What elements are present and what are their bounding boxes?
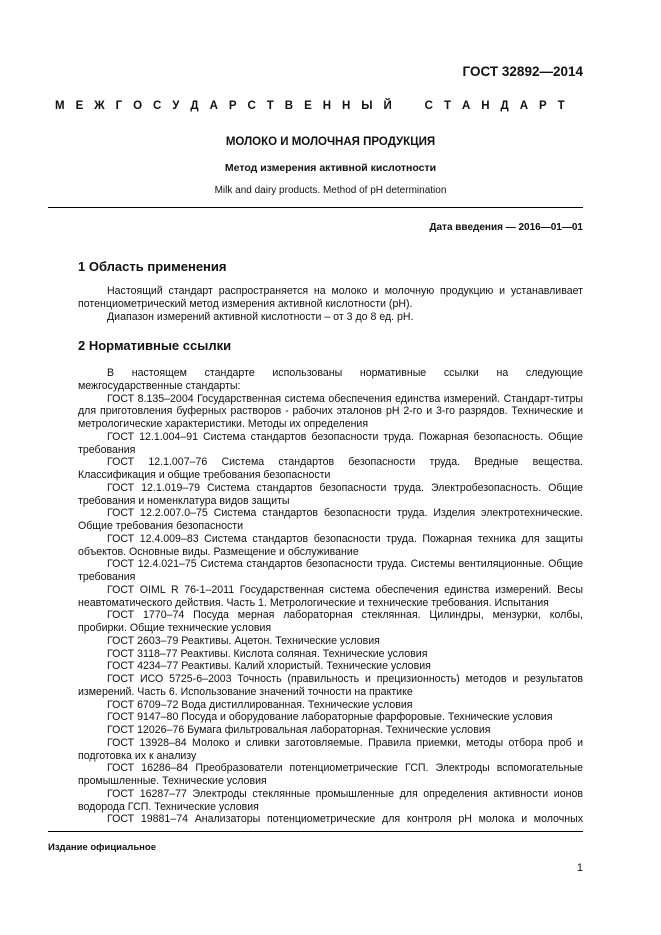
reference-item: ГОСТ ИСО 5725-6–2003 Точность (правильность и прецизионность) методов и результатов измерений. Часть 6. Использование значений точности на практике: [78, 673, 583, 698]
banner-letter: О: [133, 100, 143, 112]
reference-item: ГОСТ 8.135–2004 Государственная система обеспечения единства измерений. Стандарт-титры для приготовления буферных растворов - рабочих эталонов рН 2-го и 3-го разрядов. Технические и метрологические характеристики. Методы их определения: [78, 392, 583, 430]
section-2-heading: 2 Нормативные ссылки: [78, 338, 232, 353]
reference-item: ГОСТ 12.2.007.0–75 Система стандартов безопасности труда. Изделия электротехнические. Общие требования безопасности: [78, 507, 583, 532]
normative-references: [78, 367, 583, 826]
reference-item: ГОСТ 1770–74 Посуда мерная лабораторная стеклянная. Цилиндры, мензурки, колбы, пробирки. Общие технические условия: [78, 609, 583, 634]
banner-letter: Н: [341, 100, 351, 112]
official-edition-label: Издание официальное: [48, 842, 156, 853]
banner-letter: Е: [304, 100, 312, 112]
reference-item: ГОСТ 12.4.009–83 Система стандартов безопасности труда. Пожарная техника для защиты объектов. Основные виды. Размещение и обслуживание: [78, 532, 583, 558]
references-intro: В настоящем стандарте использованы нормативные ссылки на следующие межгосударственные стандарты:: [78, 367, 583, 392]
section-1-body: [78, 285, 583, 323]
title-divider: [48, 207, 583, 208]
banner-letter: Д: [500, 100, 509, 112]
reference-item: ГОСТ 6709–72 Вода дистиллированная. Технические условия: [107, 698, 413, 711]
banner-letter: Ы: [361, 100, 373, 112]
banner-letter: Т: [443, 100, 451, 112]
reference-item: ГОСТ 13928–84 Молоко и сливки заготовляемые. Правила приемки, методы отбора проб и подготовка их к анализу: [78, 736, 583, 762]
banner-letter: А: [461, 100, 471, 112]
banner-letter: У: [172, 100, 180, 112]
gost-number: ГОСТ 32892—2014: [462, 64, 583, 79]
banner-letter: М: [55, 100, 65, 112]
banner-letter: Ж: [94, 100, 105, 112]
banner-letter: Н: [481, 100, 490, 112]
reference-item: ГОСТ 4234–77 Реактивы. Калий хлористый. Технические условия: [107, 660, 431, 673]
reference-item: ГОСТ 12.1.019–79 Система стандартов безопасности труда. Электробезопасность. Общие требования и номенклатура видов защиты: [78, 481, 583, 507]
banner-letter: Р: [228, 100, 237, 112]
banner-letter: Е: [75, 100, 84, 112]
footer-divider: [48, 831, 583, 832]
banner-letter: С: [247, 100, 256, 112]
introduction-date: Дата введения — 2016—01—01: [429, 222, 583, 233]
banner-letter: А: [209, 100, 218, 112]
banner-letter: Н: [322, 100, 332, 112]
page-number: 1: [576, 862, 583, 874]
document-title: МОЛОКО И МОЛОЧНАЯ ПРОДУКЦИЯ: [225, 136, 436, 148]
reference-item: ГОСТ 9147–80 Посуда и оборудование лабораторные фарфоровые. Технические условия: [107, 711, 553, 724]
reference-item: ГОСТ 12026–76 Бумага фильтровальная лабораторная. Технические условия: [107, 724, 491, 736]
reference-item: ГОСТ 3118–77 Реактивы. Кислота соляная. Технические условия: [107, 647, 428, 660]
banner-letter: С: [153, 100, 162, 112]
banner-letter: Р: [538, 100, 547, 112]
banner-letter: А: [519, 100, 528, 112]
banner-letter: С: [424, 100, 433, 112]
interstate-standard-banner: [55, 100, 565, 112]
document-subtitle: Метод измерения активной кислотности: [224, 162, 437, 174]
banner-letter: Г: [115, 100, 123, 112]
banner-letter: Т: [266, 100, 274, 112]
banner-letter: Й: [383, 100, 392, 112]
paragraph: Диапазон измерений активной кислотности – от 3 до 8 ед. рН.: [107, 310, 414, 323]
reference-item: ГОСТ 12.4.021–75 Система стандартов безопасности труда. Системы вентиляционные. Общие требования: [78, 558, 583, 583]
paragraph: Настоящий стандарт распространяется на молоко и молочную продукцию и устанавливает потенциометрический метод измерения активной кислотности (рН).: [78, 285, 583, 310]
reference-item: ГОСТ 12.1.004–91 Система стандартов безопасности труда. Пожарная безопасность. Общие требования: [78, 430, 583, 456]
banner-letter: В: [284, 100, 294, 112]
section-1-heading: 1 Область применения: [78, 259, 227, 274]
banner-letter: Д: [190, 100, 199, 112]
english-title: Milk and dairy products. Method of pH determination: [214, 185, 447, 196]
banner-letter: Т: [557, 100, 565, 112]
reference-item: ГОСТ 12.1.007–76 Система стандартов безопасности труда. Вредные вещества. Классификация и общие требования безопасности: [78, 456, 583, 481]
reference-item: ГОСТ 16287–77 Электроды стеклянные промышленные для определения активности ионов водорода ГСП. Технические условия: [78, 787, 583, 813]
reference-item: ГОСТ OIML R 76-1–2011 Государственная система обеспечения единства измерений. Весы неавтоматического действия. Часть 1. Метрологические и технические требования. Испытания: [78, 583, 583, 609]
reference-item: ГОСТ 16286–84 Преобразователи потенциометрические ГСП. Электроды вспомогательные промышленные. Технические условия: [78, 762, 583, 787]
reference-item: ГОСТ 2603–79 Реактивы. Ацетон. Технические условия: [107, 634, 380, 647]
reference-item: ГОСТ 19881–74 Анализаторы потенциометрические для контроля рН молока и молочных: [107, 813, 583, 826]
